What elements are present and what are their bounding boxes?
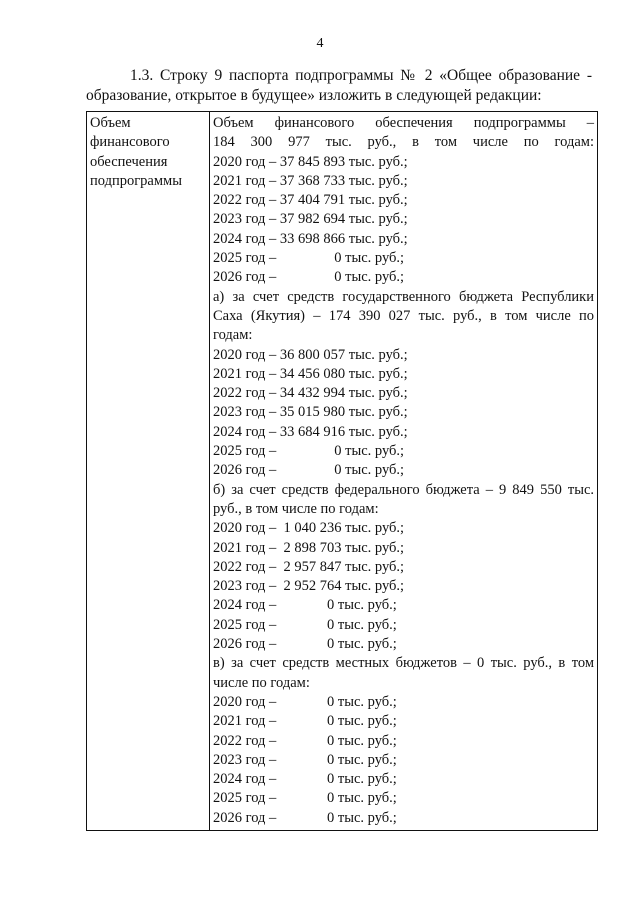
financing-line: 2022 год – 37 404 791 тыс. руб.;: [213, 192, 408, 209]
financing-line: 2020 год – 0 тыс. руб.;: [213, 693, 397, 710]
financing-line: 2023 год – 35 015 980 тыс. руб.;: [213, 404, 408, 421]
financing-line: Саха (Якутия) – 174 390 027 тыс. руб., в том числе по: [213, 307, 594, 324]
financing-line: 2022 год – 34 432 994 тыс. руб.;: [213, 385, 408, 402]
financing-line: а) за счет средств государственного бюджета Республики: [213, 288, 594, 305]
financing-line: 2026 год – 0 тыс. руб.;: [213, 269, 405, 286]
intro-paragraph: [86, 66, 592, 106]
financing-line: 2021 год – 37 368 733 тыс. руб.;: [213, 172, 408, 189]
financing-line: 2025 год – 0 тыс. руб.;: [213, 443, 405, 460]
financing-line: 2025 год – 0 тыс. руб.;: [213, 790, 397, 807]
financing-lines: [213, 114, 594, 828]
passport-table: [86, 111, 598, 831]
financing-line: 2026 год – 0 тыс. руб.;: [213, 636, 397, 653]
financing-line: 2024 год – 0 тыс. руб.;: [213, 597, 397, 614]
intro-line-1: 1.3. Строку 9 паспорта подпрограммы № 2 «Общее образование -: [130, 67, 592, 84]
financing-line: 2026 год – 0 тыс. руб.;: [213, 462, 405, 479]
financing-line: 2024 год – 0 тыс. руб.;: [213, 771, 397, 788]
financing-line: 2025 год – 0 тыс. руб.;: [213, 616, 397, 633]
financing-line: б) за счет средств федерального бюджета – 9 849 550 тыс.: [213, 481, 594, 498]
financing-line: 2025 год – 0 тыс. руб.;: [213, 250, 405, 267]
financing-line: руб., в том числе по годам:: [213, 500, 379, 517]
label-text: Объем финансового обеспечения подпрограммы: [90, 115, 182, 189]
intro-line-2: образование, открытое в будущее» изложить в следующей редакции:: [86, 87, 542, 104]
financing-line: в) за счет средств местных бюджетов – 0 тыс. руб., в том: [213, 655, 594, 672]
financing-line: 2020 год – 37 845 893 тыс. руб.;: [213, 153, 408, 170]
financing-line: 2020 год – 36 800 057 тыс. руб.;: [213, 346, 408, 363]
financing-line: 2024 год – 33 684 916 тыс. руб.;: [213, 423, 408, 440]
financing-line: 2024 год – 33 698 866 тыс. руб.;: [213, 230, 408, 247]
table-row: [87, 112, 598, 831]
financing-line: 2021 год – 34 456 080 тыс. руб.;: [213, 365, 408, 382]
financing-line: годам:: [213, 327, 253, 344]
financing-line: 2026 год – 0 тыс. руб.;: [213, 809, 397, 826]
financing-line: числе по годам:: [213, 674, 310, 691]
page-number: 4: [316, 36, 324, 51]
financing-line: Объем финансового обеспечения подпрограммы –: [213, 115, 594, 131]
financing-line: 2021 год – 0 тыс. руб.;: [213, 713, 397, 730]
label-cell: [87, 112, 210, 831]
financing-line: 184 300 977 тыс. руб., в том числе по годам:: [213, 134, 594, 151]
financing-line: 2023 год – 0 тыс. руб.;: [213, 751, 397, 768]
financing-line: 2023 год – 2 952 764 тыс. руб.;: [213, 578, 405, 595]
financing-line: 2021 год – 2 898 703 тыс. руб.;: [213, 539, 405, 556]
financing-line: 2020 год – 1 040 236 тыс. руб.;: [213, 520, 405, 537]
financing-line: 2022 год – 2 957 847 тыс. руб.;: [213, 558, 405, 575]
financing-line: 2022 год – 0 тыс. руб.;: [213, 732, 397, 749]
financing-line: 2023 год – 37 982 694 тыс. руб.;: [213, 211, 408, 228]
financing-cell: [210, 112, 598, 831]
